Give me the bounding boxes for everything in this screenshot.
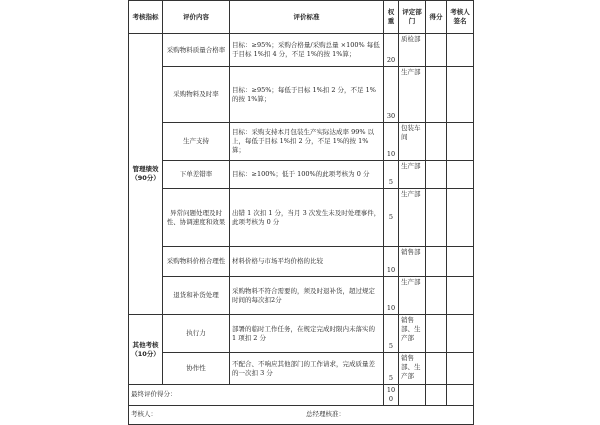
signature-line <box>129 405 474 424</box>
row-weight: 30 <box>384 67 399 123</box>
row-score-cell[interactable] <box>426 247 447 277</box>
row-weight: 10 <box>384 247 399 277</box>
row-dept: 包装车间 <box>399 123 426 161</box>
assessor-label: 考核人： <box>131 410 157 419</box>
table-row <box>129 123 474 161</box>
row-weight: 20 <box>384 34 399 67</box>
row-content: 异常问题处理及时性、协调速度和效果 <box>163 189 230 247</box>
row-signature-cell[interactable] <box>447 315 474 353</box>
final-score-row <box>129 385 474 406</box>
row-criteria: 出错 1 次扣 1 分，当月 3 次发生未及时处理事件，此项考核为 0 分 <box>230 189 384 247</box>
table-row <box>129 67 474 123</box>
row-signature-cell[interactable] <box>447 277 474 315</box>
final-score-cell[interactable] <box>426 385 447 406</box>
row-dept: 生产部 <box>399 161 426 189</box>
category-other: 其他考核（10分） <box>129 315 163 385</box>
row-signature-cell[interactable] <box>447 353 474 385</box>
row-dept: 质检部 <box>399 34 426 67</box>
header-indicator: 考核指标 <box>129 1 163 34</box>
header-content: 评价内容 <box>163 1 230 34</box>
total-weight: 100 <box>384 385 399 406</box>
row-criteria: 目标：采购支持本月包装生产实际达成率 99% 以上，每低于目标 1%扣 2 分，不足 1%的按 1% 算； <box>230 123 384 161</box>
row-content: 生产支持 <box>163 123 230 161</box>
row-content: 采购物料及时率 <box>163 67 230 123</box>
row-score-cell[interactable] <box>426 277 447 315</box>
table-row <box>129 353 474 385</box>
row-score-cell[interactable] <box>426 315 447 353</box>
assessment-table <box>128 0 474 425</box>
row-criteria: 部署的临时工作任务，在规定完成时限内未落实的 1 项扣 2 分 <box>230 315 384 353</box>
row-criteria: 目标：≥95%；每低于目标 1%扣 2 分，不足 1%的按 1%算； <box>230 67 384 123</box>
row-content: 下单差错率 <box>163 161 230 189</box>
table-row <box>129 315 474 353</box>
row-score-cell[interactable] <box>426 67 447 123</box>
manager-approval-label: 总经理核准： <box>306 410 345 419</box>
row-criteria: 目标：≥95%；采购合格量/采购总量 ×100% 每低于目标 1%扣 4 分，不足 1%的按 1%算； <box>230 34 384 67</box>
row-score-cell[interactable] <box>426 123 447 161</box>
row-dept: 生产部 <box>399 189 426 247</box>
final-score-dept-cell <box>399 385 426 406</box>
row-criteria: 材料价格与市场平均价格的比较 <box>230 247 384 277</box>
category-management: 管理绩效（90分） <box>129 34 163 315</box>
row-content: 协作性 <box>163 353 230 385</box>
row-content: 采购物料价格合理性 <box>163 247 230 277</box>
row-criteria: 目标：≥100%；低于 100%的此项考核为 0 分 <box>230 161 384 189</box>
table-row <box>129 189 474 247</box>
row-signature-cell[interactable] <box>447 189 474 247</box>
row-criteria: 不配合、不响应其他部门的工作请求，完成质量差的一次扣 3 分 <box>230 353 384 385</box>
header-row <box>129 1 474 34</box>
row-score-cell[interactable] <box>426 353 447 385</box>
row-dept: 销售部 <box>399 247 426 277</box>
row-dept: 销售部、生产部 <box>399 315 426 353</box>
table-row <box>129 277 474 315</box>
assessment-sheet <box>128 0 473 425</box>
row-weight: 5 <box>384 161 399 189</box>
row-signature-cell[interactable] <box>447 67 474 123</box>
row-signature-cell[interactable] <box>447 123 474 161</box>
row-dept: 生产部 <box>399 277 426 315</box>
header-criteria: 评价标准 <box>230 1 384 34</box>
row-weight: 5 <box>384 189 399 247</box>
row-weight: 5 <box>384 353 399 385</box>
table-row <box>129 247 474 277</box>
row-content: 执行力 <box>163 315 230 353</box>
header-score: 得分 <box>426 1 447 34</box>
row-score-cell[interactable] <box>426 161 447 189</box>
row-signature-cell[interactable] <box>447 161 474 189</box>
row-content: 退货和补货处理 <box>163 277 230 315</box>
final-signature-cell[interactable] <box>447 385 474 406</box>
header-signature: 考核人签名 <box>447 1 474 34</box>
row-criteria: 采购物料不符合需要的，须及时退补货，超过规定时间的每次扣2分 <box>230 277 384 315</box>
row-signature-cell[interactable] <box>447 34 474 67</box>
signature-row <box>129 405 474 424</box>
row-dept: 生产部 <box>399 67 426 123</box>
row-score-cell[interactable] <box>426 189 447 247</box>
row-content: 采购物料质量合格率 <box>163 34 230 67</box>
header-weight: 权重 <box>384 1 399 34</box>
row-signature-cell[interactable] <box>447 247 474 277</box>
row-weight: 10 <box>384 277 399 315</box>
table-row <box>129 161 474 189</box>
row-weight: 10 <box>384 123 399 161</box>
row-dept: 销售部、生产部 <box>399 353 426 385</box>
header-dept: 评定部门 <box>399 1 426 34</box>
final-score-label: 最终评价得分： <box>129 385 384 406</box>
table-row <box>129 34 474 67</box>
row-score-cell[interactable] <box>426 34 447 67</box>
row-weight: 5 <box>384 315 399 353</box>
